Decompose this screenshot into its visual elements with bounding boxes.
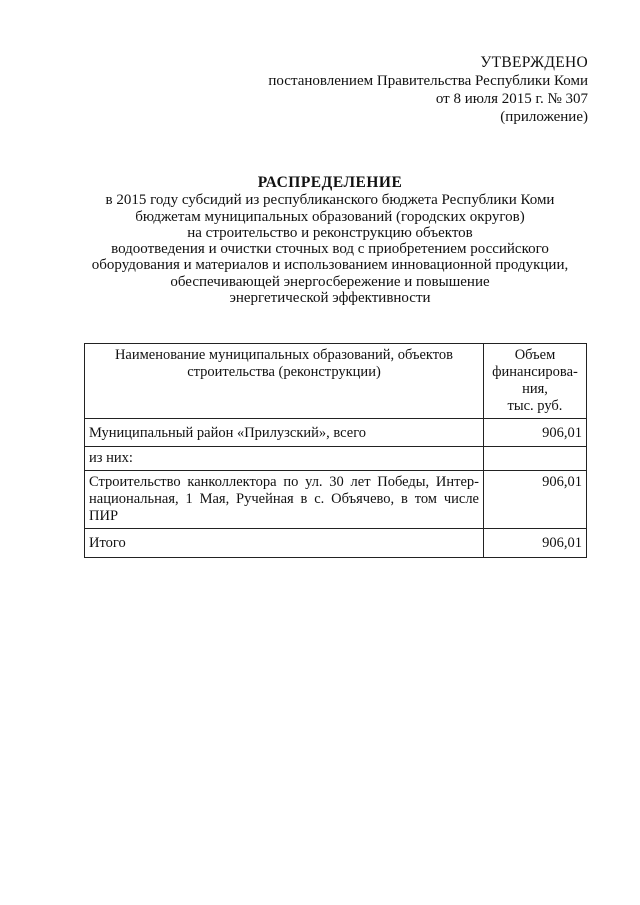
- approval-resolution: постановлением Правительства Республики Коми: [268, 73, 588, 89]
- approval-appendix: (приложение): [500, 109, 588, 125]
- row-name: Строительство канколлектора по ул. 30 лет Победы, Интер-национальная, 1 Мая, Ручейная в с. Объячево, в том числе ПИР: [85, 471, 484, 529]
- header-amount-line: Объем: [514, 347, 556, 363]
- header-amount-line: ния,: [522, 381, 548, 397]
- title-line: водоотведения и очистки сточных вод с приобретением российского: [111, 241, 549, 258]
- title-line: оборудования и материалов и использованием инновационной продукции,: [91, 257, 569, 274]
- table-row: [85, 471, 587, 529]
- approval-date-number: от 8 июля 2015 г. № 307: [435, 91, 588, 107]
- header-name-line: Наименование муниципальных образований, объектов: [114, 347, 454, 363]
- header-amount-cell: [484, 344, 587, 419]
- distribution-table: [84, 343, 587, 558]
- table-row: [85, 447, 587, 471]
- table-header-row: [85, 344, 587, 419]
- title-line: обеспечивающей энергосбережение и повышение: [170, 273, 490, 290]
- table-row: [85, 419, 587, 447]
- table-row-total: [85, 529, 587, 558]
- title-line: на строительство и реконструкцию объектов: [187, 224, 473, 241]
- title-line: в 2015 году субсидий из республиканского бюджета Республики Коми: [105, 192, 555, 209]
- header-name-cell: [85, 344, 484, 419]
- row-amount: 906,01: [484, 529, 587, 558]
- title-heading: РАСПРЕДЕЛЕНИЕ: [257, 174, 403, 191]
- approved-label: УТВЕРЖДЕНО: [480, 54, 588, 71]
- header-name-line: строительства (реконструкции): [187, 364, 381, 380]
- row-name: Муниципальный район «Прилузский», всего: [85, 419, 484, 447]
- row-amount: 906,01: [484, 471, 587, 529]
- header-amount-line: финансирова-: [492, 364, 578, 380]
- row-amount: [484, 447, 587, 471]
- row-name: Итого: [85, 529, 484, 558]
- row-amount: 906,01: [484, 419, 587, 447]
- document-title: [60, 175, 600, 306]
- row-name: из них:: [85, 447, 484, 471]
- title-line: бюджетам муниципальных образований (городских округов): [135, 208, 525, 225]
- header-amount-line: тыс. руб.: [507, 398, 563, 414]
- title-line: энергетической эффективности: [229, 290, 431, 307]
- approval-block: [268, 54, 588, 126]
